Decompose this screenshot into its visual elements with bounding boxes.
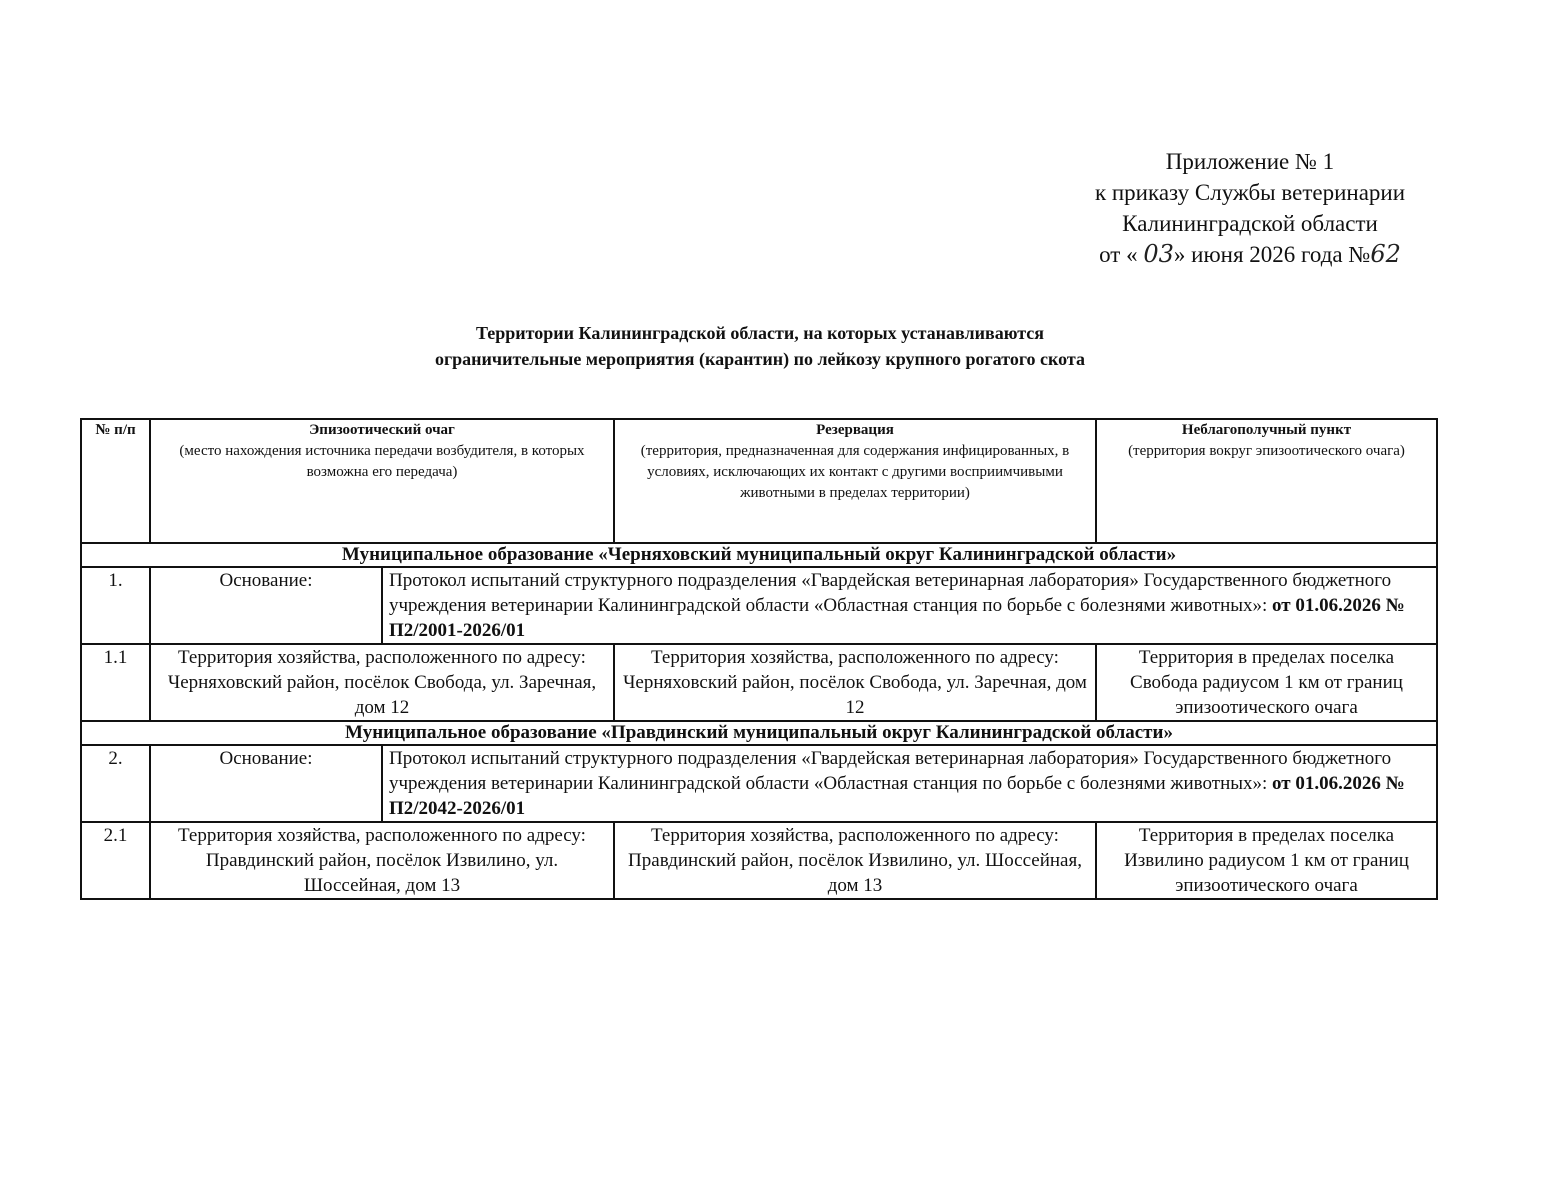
header-point xyxy=(1096,419,1437,543)
appendix-header xyxy=(1040,146,1460,270)
header-reservation-title: Резервация xyxy=(816,422,894,438)
point-cell: Территория в пределах поселка Свобода радиусом 1 км от границ эпизоотического очага xyxy=(1096,644,1437,721)
focus-cell: Территория хозяйства, расположенного по адресу: Черняховский район, посёлок Свобода, ул. Заречная, дом 12 xyxy=(150,644,614,721)
appendix-line-1: Приложение № 1 xyxy=(1165,149,1335,174)
document-title xyxy=(240,320,1280,372)
header-reservation xyxy=(614,419,1096,543)
quarantine-table xyxy=(80,418,1438,900)
basis-text: Протокол испытаний структурного подразделения «Гвардейская ветеринарная лаборатория» Государственного бюджетного учреждения ветеринарии Калининградской области «Областная станция по борьбе с болезнями животных»: от 01.06.2026 № П2/2042-2026/01 xyxy=(382,745,1437,822)
appendix-line-2: к приказу Службы ветеринарии xyxy=(1094,180,1406,205)
handwritten-order-number: 62 xyxy=(1370,240,1401,268)
basis-number: 2. xyxy=(81,745,150,822)
header-focus xyxy=(150,419,614,543)
row-number: 2.1 xyxy=(81,822,150,899)
municipality-row xyxy=(81,721,1437,745)
municipality-name: Муниципальное образование «Черняховский муниципальный округ Калининградской области» xyxy=(81,543,1437,567)
header-focus-desc: (место нахождения источника передачи возбудителя, в которых возможна его передача) xyxy=(179,443,585,480)
focus-cell: Территория хозяйства, расположенного по адресу: Правдинский район, посёлок Извилино, ул. Шоссейная, дом 13 xyxy=(150,822,614,899)
reservation-cell: Территория хозяйства, расположенного по адресу: Правдинский район, посёлок Извилино, ул. Шоссейная, дом 13 xyxy=(614,822,1096,899)
point-cell: Территория в пределах поселка Извилино радиусом 1 км от границ эпизоотического очага xyxy=(1096,822,1437,899)
header-point-title: Неблагополучный пункт xyxy=(1181,422,1352,438)
table-header-row xyxy=(81,419,1437,543)
territory-row xyxy=(81,822,1437,899)
basis-label: Основание: xyxy=(150,745,382,822)
basis-reference: от 01.06.2026 № П2/2042-2026/01 xyxy=(389,773,1405,819)
municipality-row xyxy=(81,543,1437,567)
header-point-desc: (территория вокруг эпизоотического очага) xyxy=(1128,443,1405,459)
header-num: № п/п xyxy=(81,419,150,543)
title-line-2: ограничительные мероприятия (карантин) по лейкозу крупного рогатого скота xyxy=(435,349,1085,369)
basis-label: Основание: xyxy=(150,567,382,644)
date-middle: » июня 2026 года № xyxy=(1173,242,1371,267)
handwritten-day: 03 xyxy=(1143,240,1174,268)
basis-reference: от 01.06.2026 № П2/2001-2026/01 xyxy=(389,595,1405,641)
basis-text: Протокол испытаний структурного подразделения «Гвардейская ветеринарная лаборатория» Государственного бюджетного учреждения ветеринарии Калининградской области «Областная станция по борьбе с болезнями животных»: от 01.06.2026 № П2/2001-2026/01 xyxy=(382,567,1437,644)
date-prefix: от « xyxy=(1099,242,1138,267)
title-line-1: Территории Калининградской области, на которых устанавливаются xyxy=(475,323,1045,343)
header-focus-title: Эпизоотический очаг xyxy=(309,422,455,438)
appendix-date-line xyxy=(1040,239,1460,270)
territory-row xyxy=(81,644,1437,721)
basis-row xyxy=(81,567,1437,644)
basis-number: 1. xyxy=(81,567,150,644)
municipality-name: Муниципальное образование «Правдинский муниципальный округ Калининградской области» xyxy=(81,721,1437,745)
reservation-cell: Территория хозяйства, расположенного по адресу: Черняховский район, посёлок Свобода, ул. Заречная, дом 12 xyxy=(614,644,1096,721)
basis-row xyxy=(81,745,1437,822)
row-number: 1.1 xyxy=(81,644,150,721)
header-reservation-desc: (территория, предназначенная для содержания инфицированных, в условиях, исключающих их контакт с другими восприимчивыми животными в пределах территории) xyxy=(640,443,1070,501)
appendix-line-3: Калининградской области xyxy=(1122,211,1378,236)
